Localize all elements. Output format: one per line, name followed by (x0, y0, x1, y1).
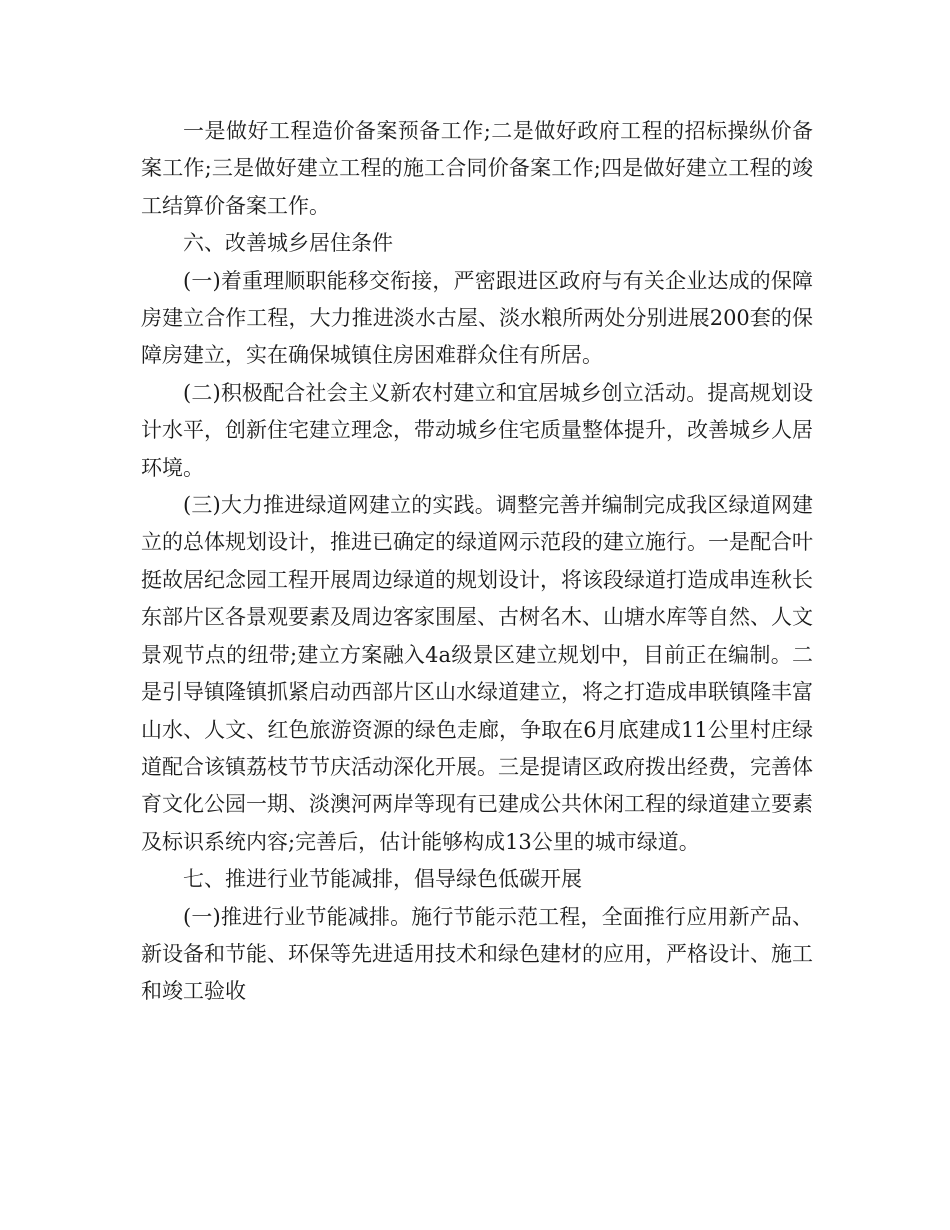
section-heading-7: 七、推进行业节能减排，倡导绿色低碳开展 (183, 867, 582, 892)
paragraph-6-2: (二)积极配合社会主义新农村建立和宜居城乡创立活动。提高规划设计水平，创新住宅建立理念，带动城乡住宅质量整体提升，改善城乡人居环境。 (141, 380, 813, 480)
section-heading-6: 六、改善城乡居住条件 (183, 231, 393, 256)
paragraph-cost-filing: 一是做好工程造价备案预备工作;二是做好政府工程的招标操纵价备案工作;三是做好建立工程的施工合同价备案工作;四是做好建立工程的竣工结算价备案工作。 (141, 119, 813, 218)
document-body (141, 113, 813, 1011)
paragraph-7-1: (一)推进行业节能减排。施行节能示范工程，全面推行应用新产品、新设备和节能、环保等先进适用技术和绿色建材的应用，严格设计、施工和竣工验收 (141, 904, 813, 1004)
paragraph-6-3: (三)大力推进绿道网建立的实践。调整完善并编制完成我区绿道网建立的总体规划设计，推进已确定的绿道网示范段的建立施行。一是配合叶挺故居纪念园工程开展周边绿道的规划设计，将该段绿道打造成串连秋长东部片区各景观要素及周边客家围屋、古树名木、山塘水库等自然、人文景观节点的纽带;建立方案融入4a级景区建立规划中，目前正在编制。二是引导镇隆镇抓紧启动西部片区山水绿道建立，将之打造成串联镇隆丰富山水、人文、红色旅游资源的绿色走廊，争取在6月底建成11公里村庄绿道配合该镇荔枝节节庆活动深化开展。三是提请区政府拨出经费，完善体育文化公园一期、淡澳河两岸等现有已建成公共休闲工程的绿道建立要素及标识系统内容;完善后，估计能够构成13公里的城市绿道。 (141, 493, 813, 854)
paragraph-6-1: (一)着重理顺职能移交衔接，严密跟进区政府与有关企业达成的保障房建立合作工程，大力推进淡水古屋、淡水粮所两处分别进展200套的保障房建立，实在确保城镇住房困难群众住有所居。 (141, 268, 813, 368)
